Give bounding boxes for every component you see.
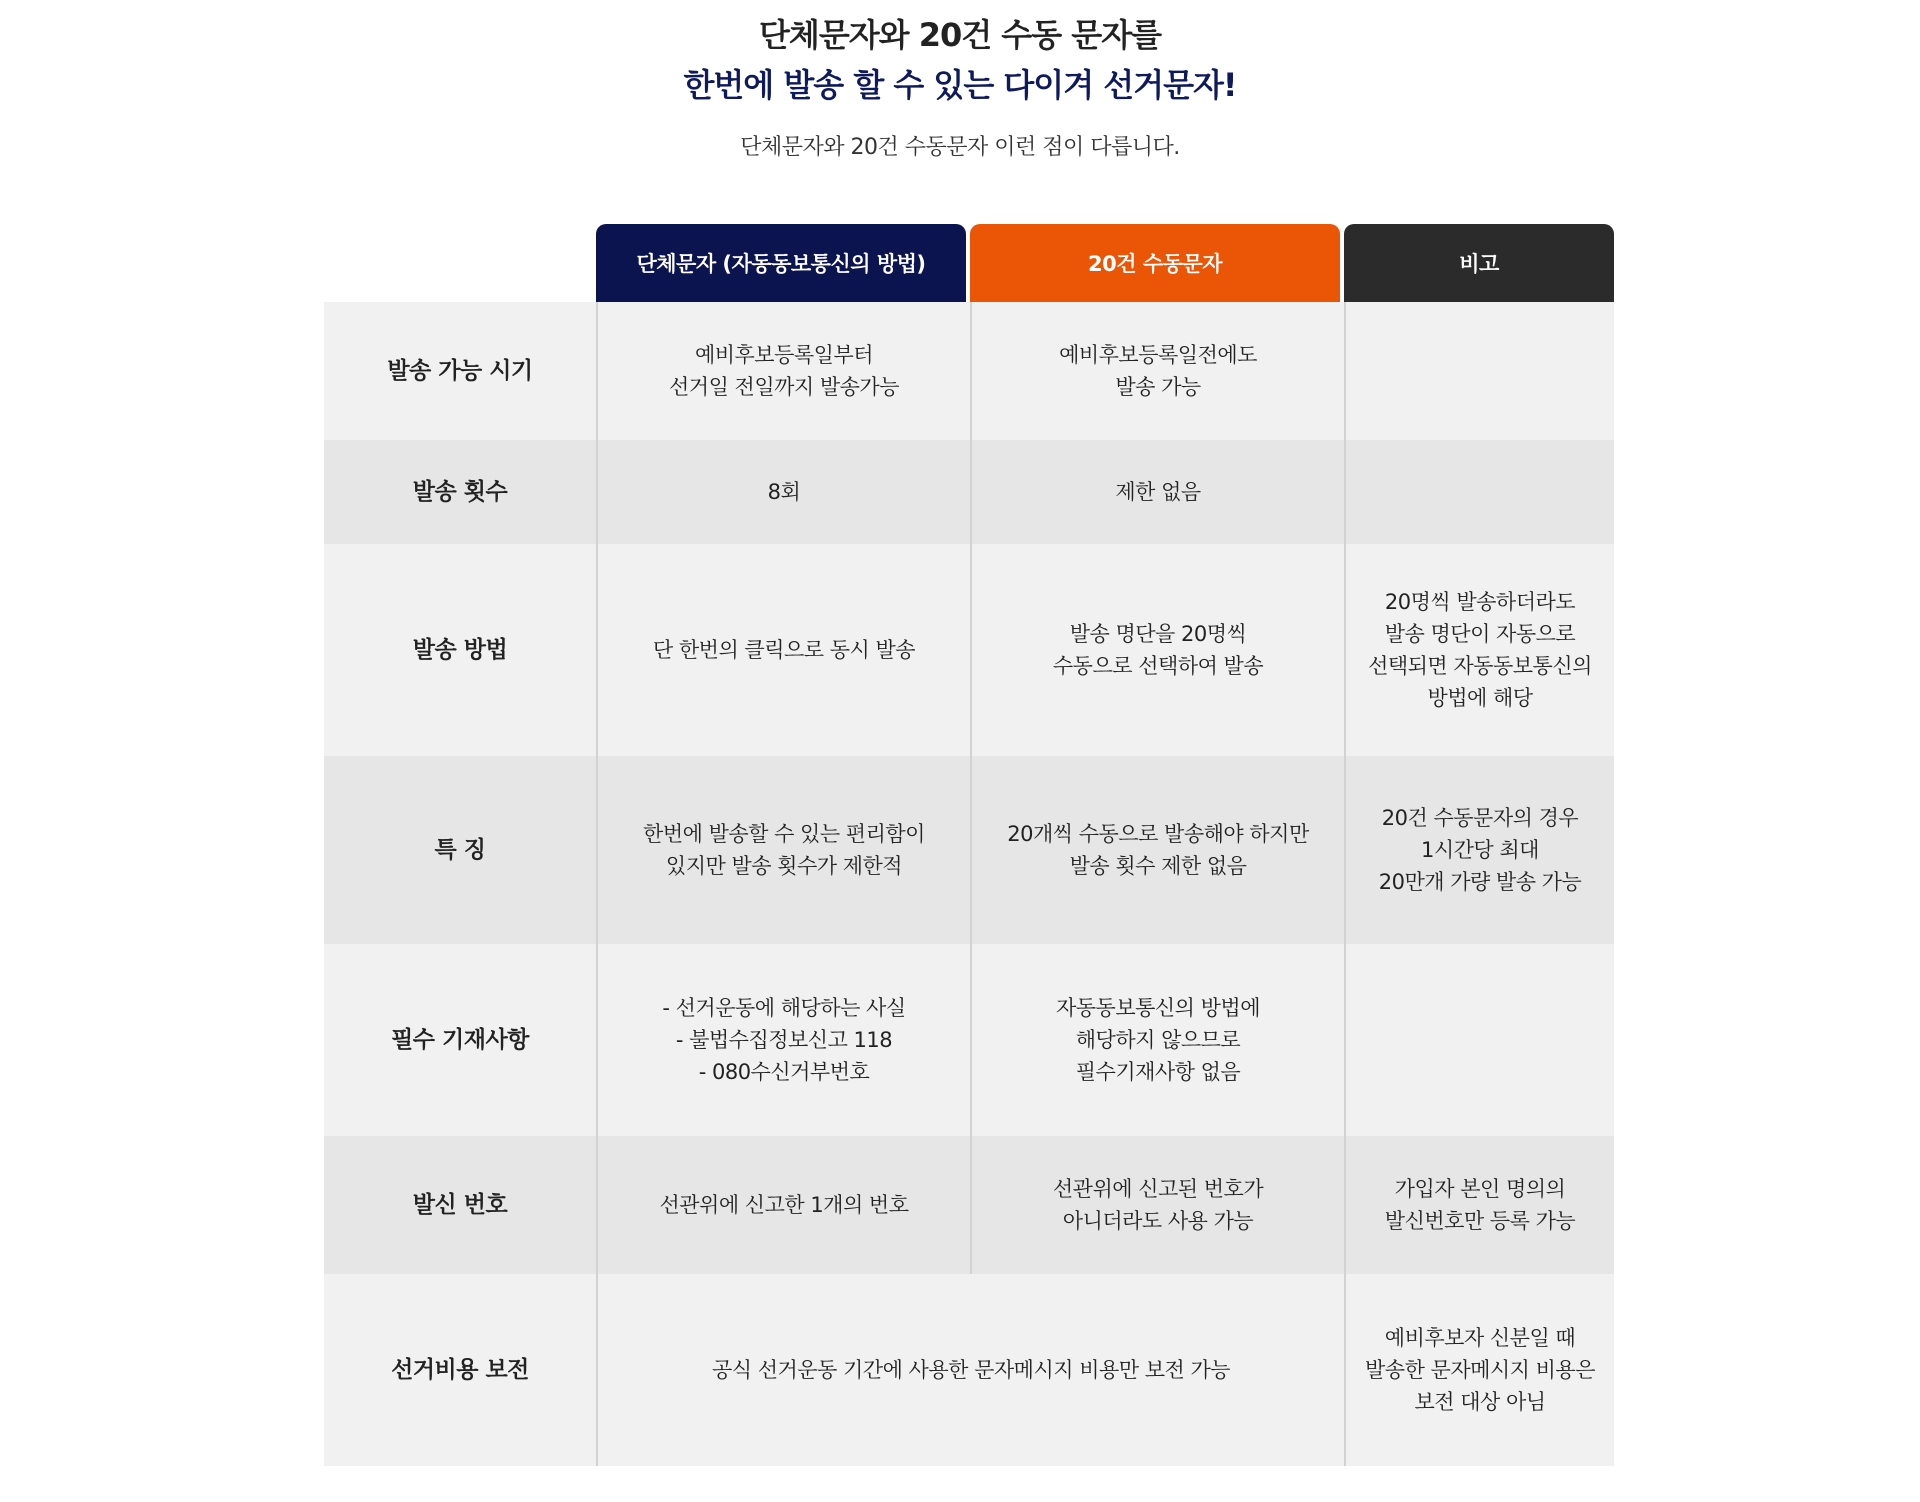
row-label: 선거비용 보전	[391, 1357, 529, 1383]
table-row-send-count	[324, 440, 1614, 544]
cell-manual-sms: 제한 없음	[970, 440, 1344, 544]
main-heading-highlight: 한번에 발송 할 수 있는 다이겨 선거문자!	[683, 66, 1237, 104]
cell-manual-sms: 선관위에 신고된 번호가 아니더라도 사용 가능	[970, 1136, 1344, 1274]
cell-group-sms: 예비후보등록일부터 선거일 전일까지 발송가능	[596, 302, 970, 440]
column-header-manual-sms: 20건 수동문자	[970, 224, 1340, 302]
cell-note: 예비후보자 신분일 때 발송한 문자메시지 비용은 보전 대상 아님	[1344, 1274, 1614, 1466]
cell-manual-sms: 20개씩 수동으로 발송해야 하지만 발송 횟수 제한 없음	[970, 756, 1344, 944]
column-header-group-sms: 단체문자 (자동동보통신의 방법)	[596, 224, 966, 302]
table-row-send-period	[324, 302, 1614, 440]
cell-merged-sms: 공식 선거운동 기간에 사용한 문자메시지 비용만 보전 가능	[596, 1274, 1344, 1466]
main-heading: 단체문자와 20건 수동 문자를	[759, 16, 1161, 54]
cell-manual-sms: 발송 명단을 20명씩 수동으로 선택하여 발송	[970, 544, 1344, 756]
row-label: 발송 방법	[412, 637, 508, 663]
cell-manual-sms: 자동동보통신의 방법에 해당하지 않으므로 필수기재사항 없음	[970, 944, 1344, 1136]
row-label: 필수 기재사항	[391, 1027, 529, 1053]
cell-note	[1344, 944, 1614, 1136]
cell-note: 20건 수동문자의 경우 1시간당 최대 20만개 가량 발송 가능	[1344, 756, 1614, 944]
cell-group-sms: 8회	[596, 440, 970, 544]
row-label: 특 징	[434, 837, 486, 863]
cell-group-sms: 선관위에 신고한 1개의 번호	[596, 1136, 970, 1274]
table-row-sender-number	[324, 1136, 1614, 1274]
row-label: 발신 번호	[412, 1192, 508, 1218]
subtitle: 단체문자와 20건 수동문자 이런 점이 다릅니다.	[740, 135, 1180, 160]
cell-group-sms: - 선거운동에 해당하는 사실 - 불법수집정보신고 118 - 080수신거부번호	[596, 944, 970, 1136]
comparison-table	[324, 224, 1614, 1466]
cell-note	[1344, 440, 1614, 544]
table-row-send-method	[324, 544, 1614, 756]
table-row-features	[324, 756, 1614, 944]
table-row-required-items	[324, 944, 1614, 1136]
cell-group-sms: 단 한번의 클릭으로 동시 발송	[596, 544, 970, 756]
cell-note: 가입자 본인 명의의 발신번호만 등록 가능	[1344, 1136, 1614, 1274]
row-label: 발송 횟수	[412, 479, 508, 505]
cell-note	[1344, 302, 1614, 440]
cell-note: 20명씩 발송하더라도 발송 명단이 자동으로 선택되면 자동동보통신의 방법에 해당	[1344, 544, 1614, 756]
table-row-cost-reimbursement	[324, 1274, 1614, 1466]
cell-group-sms: 한번에 발송할 수 있는 편리함이 있지만 발송 횟수가 제한적	[596, 756, 970, 944]
table-header-row	[324, 224, 1614, 302]
column-header-note: 비고	[1344, 224, 1614, 302]
row-label: 발송 가능 시기	[387, 358, 533, 384]
cell-manual-sms: 예비후보등록일전에도 발송 가능	[970, 302, 1344, 440]
